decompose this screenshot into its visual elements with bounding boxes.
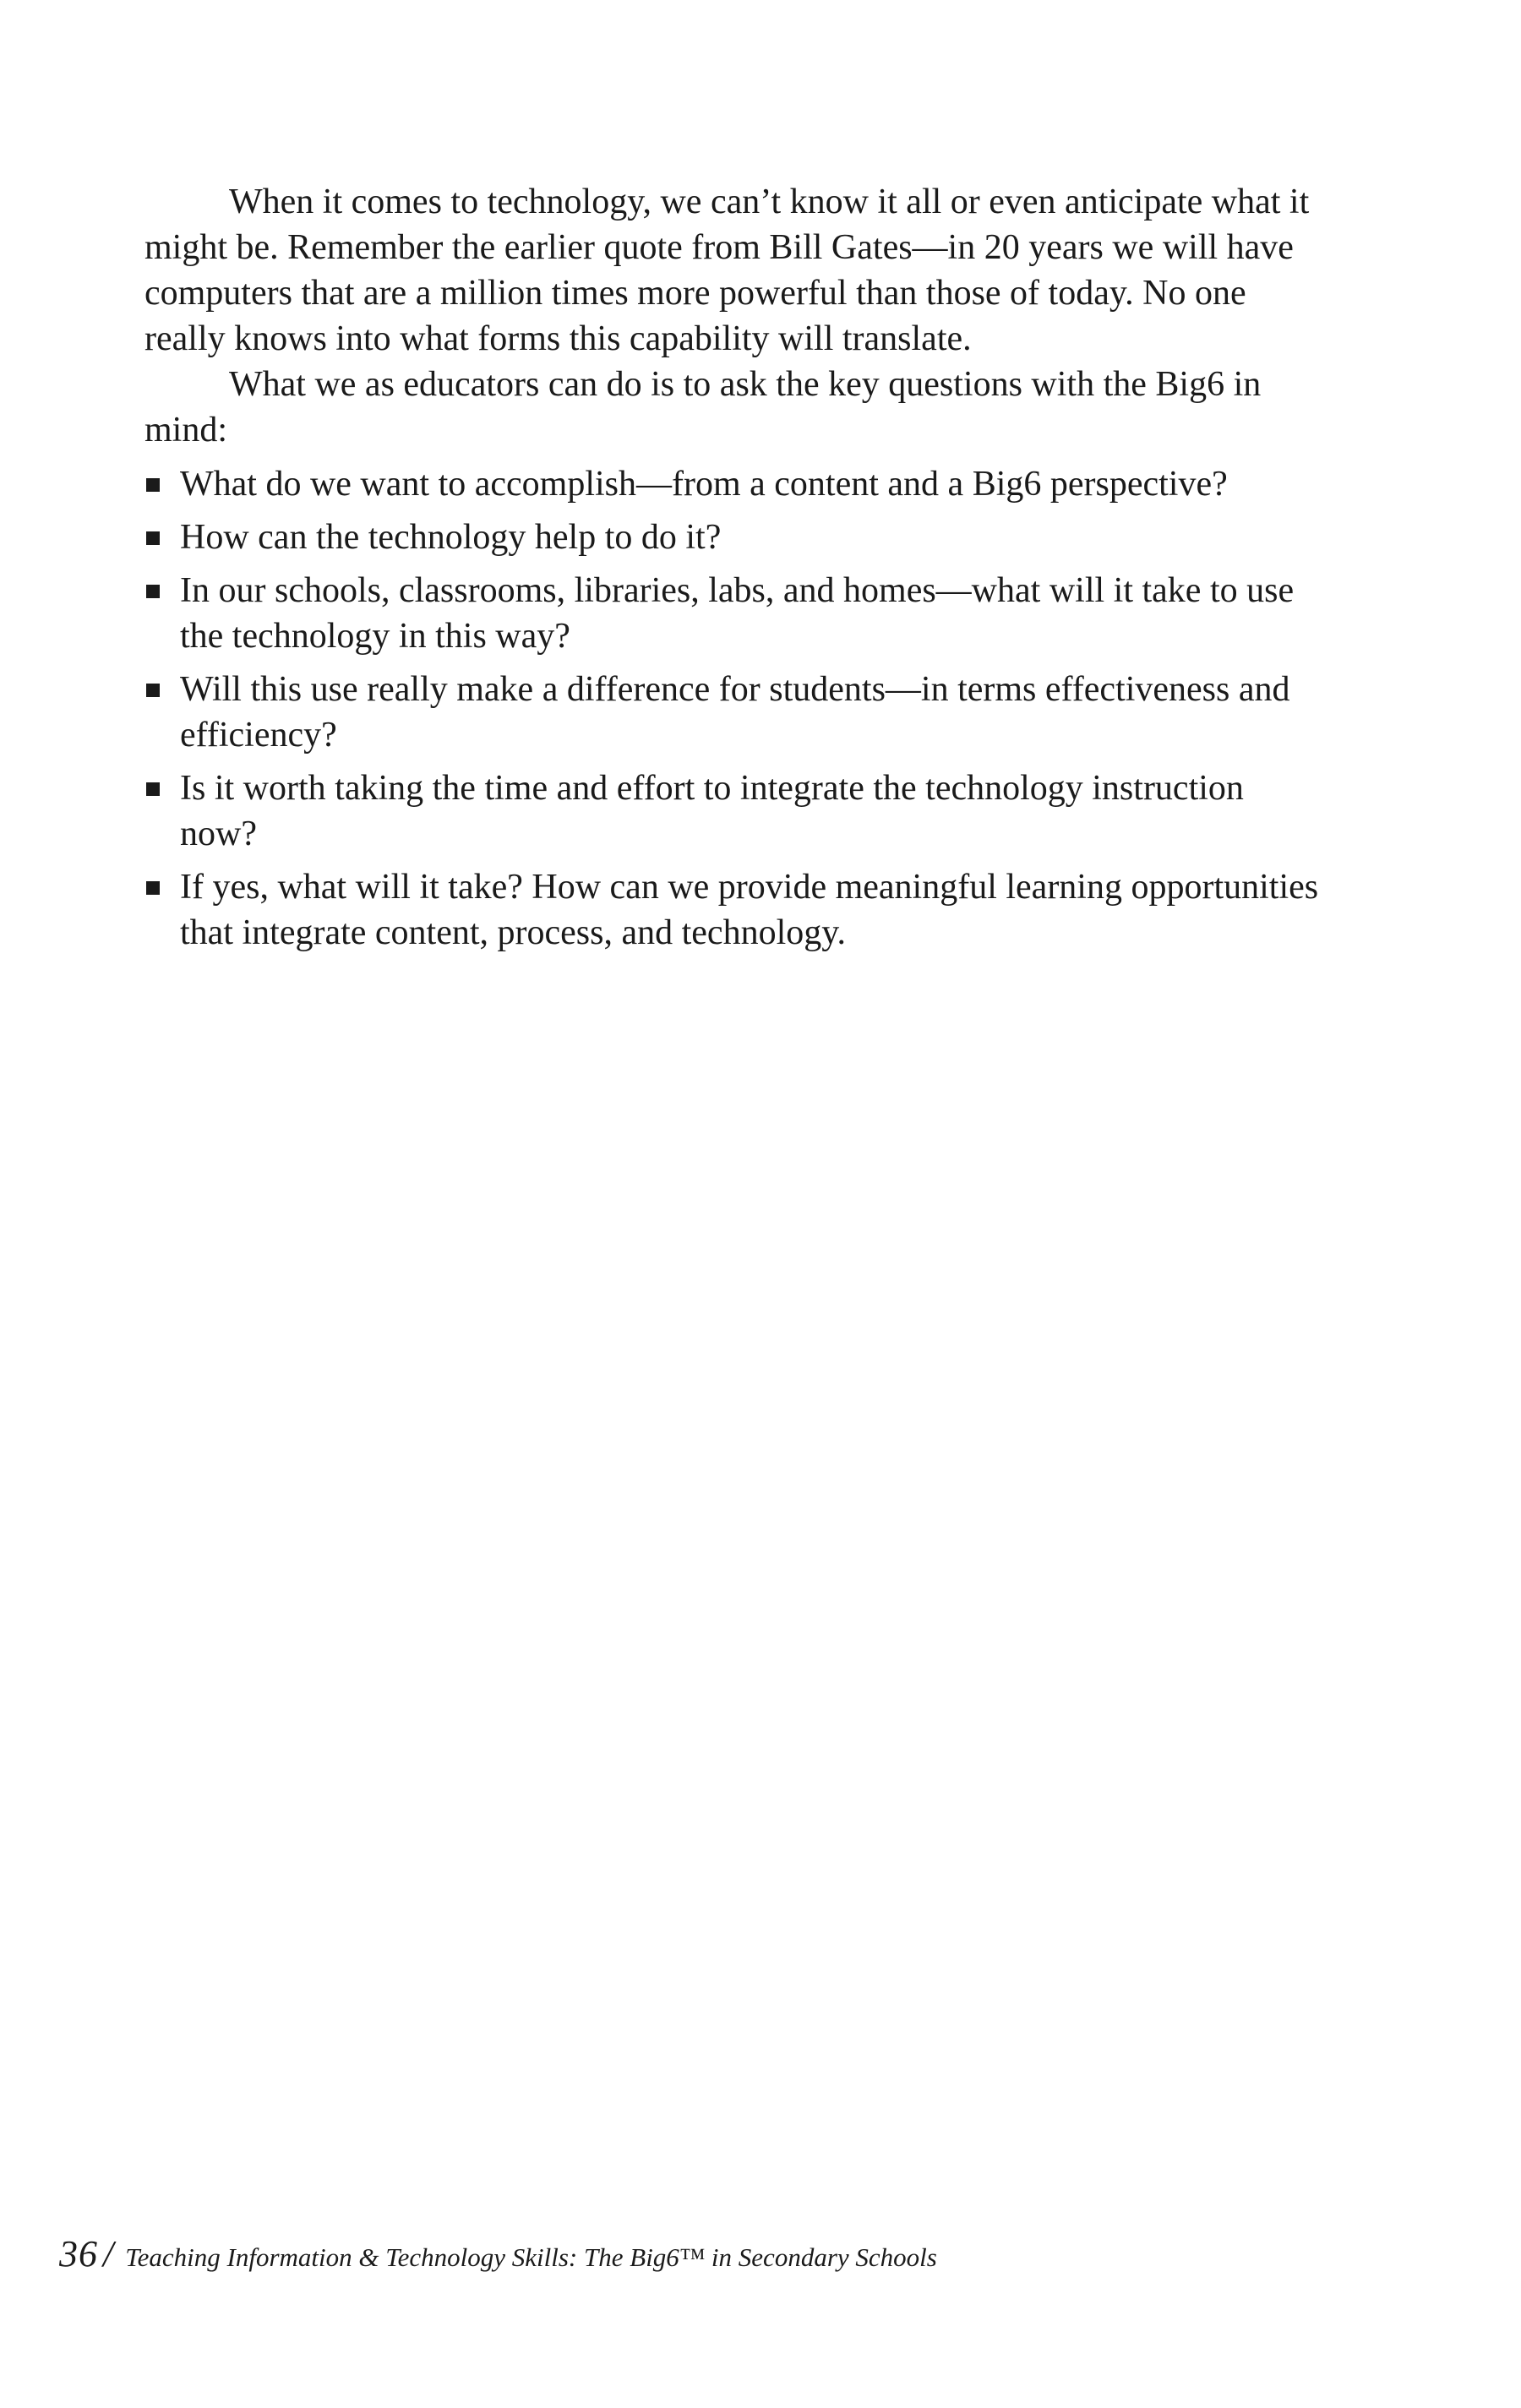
page-footer: [59, 2232, 937, 2275]
black-square-icon: [146, 782, 160, 796]
list-item: [144, 667, 1327, 758]
black-square-icon: [146, 684, 160, 697]
list-item: [144, 515, 1327, 560]
paragraph-1: When it comes to technology, we can’t know it all or even anticipate what it might be. Remember the earlier quote from Bill Gates—in 20 years we will have computers that are a million times more powerful than those of today. No one really knows into what forms this capability will translate.: [144, 183, 1310, 358]
list-item: [144, 765, 1327, 857]
black-square-icon: [146, 881, 160, 895]
list-item-text: What do we want to accomplish—from a content and a Big6 perspective?: [180, 465, 1228, 504]
list-item: [144, 461, 1327, 507]
black-square-icon: [146, 478, 160, 492]
list-item-text: In our schools, classrooms, libraries, labs, and homes—what will it take to use the technology in this way?: [180, 571, 1295, 656]
body-text: [144, 179, 1327, 963]
list-item-text: Is it worth taking the time and effort to integrate the technology instruction now?: [180, 769, 1244, 853]
list-item-text: Will this use really make a difference for students—in terms effectiveness and efficiency?: [180, 670, 1290, 755]
list-item-text: If yes, what will it take? How can we provide meaningful learning opportunities that integrate content, process, and technology.: [180, 868, 1319, 952]
list-item-text: How can the technology help to do it?: [180, 518, 722, 557]
page-number: 36: [59, 2233, 98, 2275]
list-item: [144, 864, 1327, 956]
question-list: [144, 461, 1327, 956]
running-title: Teaching Information & Technology Skills: The Big6™ in Secondary Schools: [125, 2242, 937, 2272]
list-item: [144, 568, 1327, 659]
black-square-icon: [146, 531, 160, 545]
paragraph-2: What we as educators can do is to ask the key questions with the Big6 in mind:: [144, 365, 1262, 449]
black-square-icon: [146, 585, 160, 598]
footer-separator: /: [103, 2233, 114, 2275]
